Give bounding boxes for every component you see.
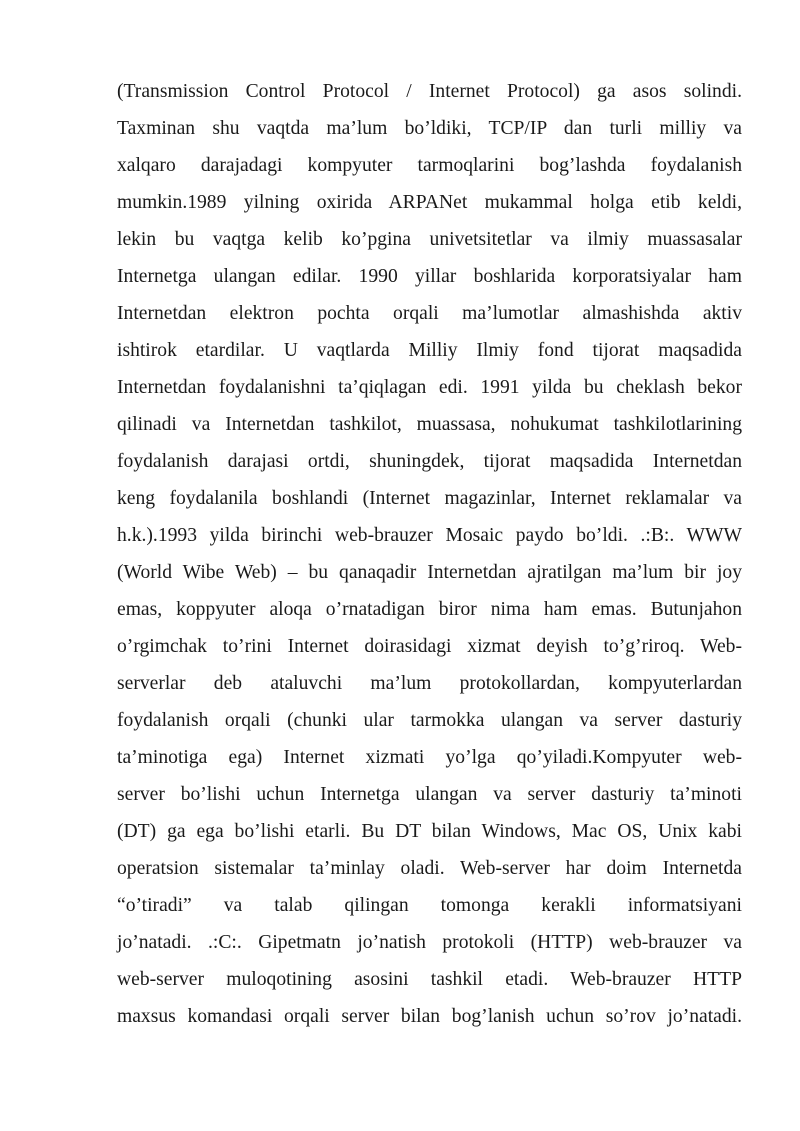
text-line: keng foydalanila boshlandi (Internet magazinlar, Internet reklamalar va — [117, 488, 742, 509]
text-line: (DT) ga ega bo’lishi etarli. Bu DT bilan Windows, Mac OS, Unix kabi — [117, 821, 742, 842]
text-line: maxsus komandasi orqali server bilan bog’lanish uchun so’rov jo’natadi. — [117, 1006, 742, 1027]
text-line: Internetga ulangan edilar. 1990 yillar boshlarida korporatsiyalar ham — [117, 266, 742, 287]
text-line: mumkin.1989 yilning oxirida ARPANet mukammal holga etib keldi, — [117, 192, 742, 213]
text-line: server bo’lishi uchun Internetga ulangan va server dasturiy ta’minoti — [117, 784, 742, 805]
text-line: (Transmission Control Protocol / Internet Protocol) ga asos solindi. — [117, 81, 742, 102]
text-line: foydalanish orqali (chunki ular tarmokka ulangan va server dasturiy — [117, 710, 742, 731]
text-line: foydalanish darajasi ortdi, shuningdek, tijorat maqsadida Internetdan — [117, 451, 742, 472]
text-line: xalqaro darajadagi kompyuter tarmoqlarini bog’lashda foydalanish — [117, 155, 742, 176]
text-line: serverlar deb ataluvchi ma’lum protokollardan, kompyuterlardan — [117, 673, 742, 694]
text-line: “o’tiradi” va talab qilingan tomonga kerakli informatsiyani — [117, 895, 742, 916]
text-line: jo’natadi. .:C:. Gipetmatn jo’natish protokoli (HTTP) web-brauzer va — [117, 932, 742, 953]
text-line: Taxminan shu vaqtda ma’lum bo’ldiki, TCP/IP dan turli milliy va — [117, 118, 742, 139]
text-line: qilinadi va Internetdan tashkilot, muassasa, nohukumat tashkilotlarining — [117, 414, 742, 435]
text-line: emas, koppyuter aloqa o’rnatadigan biror nima ham emas. Butunjahon — [117, 599, 742, 620]
text-line: web-server muloqotining asosini tashkil etadi. Web-brauzer HTTP — [117, 969, 742, 990]
text-line: ta’minotiga ega) Internet xizmati yo’lga qo’yiladi.Kompyuter web- — [117, 747, 742, 768]
text-line: operatsion sistemalar ta’minlay oladi. Web-server har doim Internetda — [117, 858, 742, 879]
text-line: (World Wibe Web) – bu qanaqadir Internetdan ajratilgan ma’lum bir joy — [117, 562, 742, 583]
text-line: o’rgimchak to’rini Internet doirasidagi xizmat deyish to’g’riroq. Web- — [117, 636, 742, 657]
body-text — [117, 73, 742, 1035]
text-line: Internetdan foydalanishni ta’qiqlagan edi. 1991 yilda bu cheklash bekor — [117, 377, 742, 398]
text-line: Internetdan elektron pochta orqali ma’lumotlar almashishda aktiv — [117, 303, 742, 324]
text-line: ishtirok etardilar. U vaqtlarda Milliy Ilmiy fond tijorat maqsadida — [117, 340, 742, 361]
text-line: h.k.).1993 yilda birinchi web-brauzer Mosaic paydo bo’ldi. .:B:. WWW — [117, 525, 742, 546]
text-line: lekin bu vaqtga kelib ko’pgina univetsitetlar va ilmiy muassasalar — [117, 229, 742, 250]
